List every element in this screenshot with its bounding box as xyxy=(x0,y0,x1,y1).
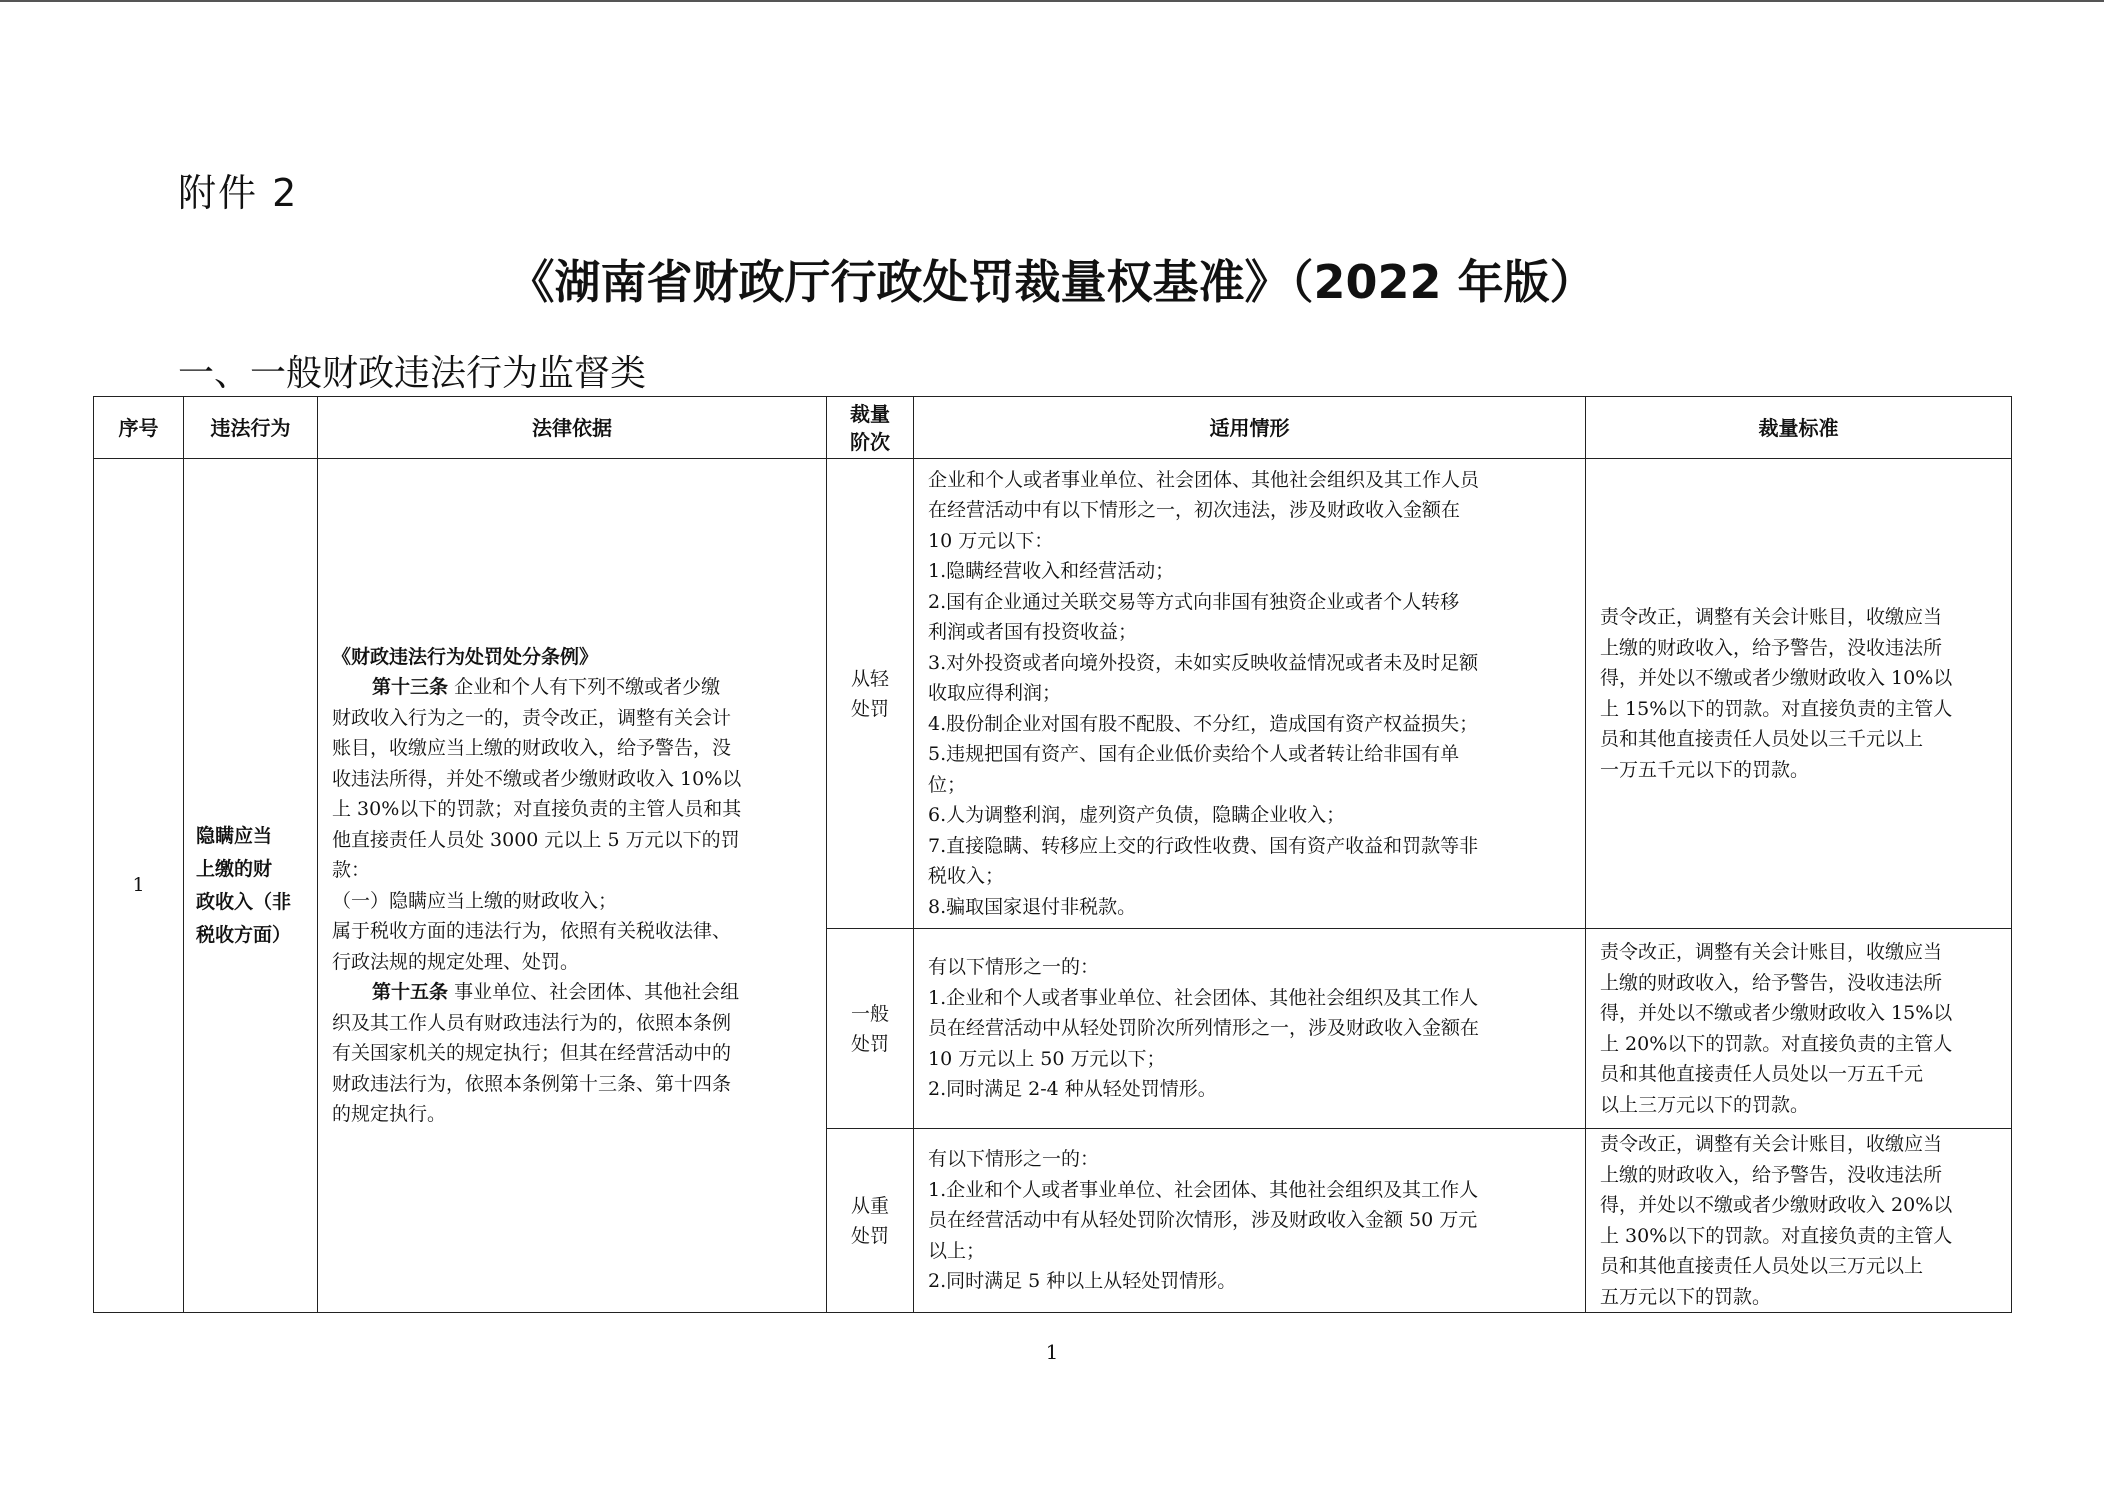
attachment-label: 附件 2 xyxy=(178,171,299,215)
header-basis: 法律依据 xyxy=(318,397,827,459)
basis-source: 《财政违法行为处罚处分条例》 xyxy=(332,645,599,668)
header-level xyxy=(827,397,914,459)
page-number: 1 xyxy=(1045,1340,1059,1364)
page-top-rule xyxy=(0,0,2104,2)
basis-line: （一）隐瞒应当上缴的财政收入； xyxy=(332,889,618,912)
level-lenient: 从轻 处罚 xyxy=(827,459,914,929)
basis-line: 行政法规的规定处理、处罚。 xyxy=(332,950,580,973)
basis-line: 账目，收缴应当上缴的财政收入，给予警告，没 xyxy=(332,737,732,759)
header-act: 违法行为 xyxy=(184,397,318,459)
basis-line: 上 30%以下的罚款；对直接负责的主管人员和其 xyxy=(332,798,742,820)
act-line: 政收入（非 xyxy=(196,890,292,913)
act-line: 税收方面） xyxy=(196,923,292,946)
header-seq: 序号 xyxy=(94,397,184,459)
situation-lenient: 企业和个人或者事业单位、社会团体、其他社会组织及其工作人员 在经营活动中有以下情形之一，初次违法，涉及财政收入金额在 10 万元以下： 1.隐瞒经营收入和经营活动； 2.国有企业通过关联交易等方式向非国有独资企业或者个人转移 利润或者国有投资收益； 3.对外投资或者向境外投资，未如实反映收益情况或者未及时足额 收取应得利润； 4.股份制企业对国有股不配股、不分红，造成国有资产权益损失； 5.违规把国有资产、国有企业低价卖给个人或者转让给非国有单 位； 6.人为调整利润，虚列资产负债，隐瞒企业收入； 7.直接隐瞒、转移应上交的行政性收费、国有资产收益和罚款等非 税收入； 8.骗取国家退付非税款。 xyxy=(914,459,1586,929)
table-header-row xyxy=(94,397,2012,459)
basis-line: 织及其工作人员有财政违法行为的，依照本条例 xyxy=(332,1011,732,1034)
act-line: 上缴的财 xyxy=(196,857,273,880)
penalty-standard-table xyxy=(93,396,2012,1313)
section-heading: 一、一般财政违法行为监督类 xyxy=(178,353,647,394)
table-row xyxy=(94,459,2012,929)
basis-article-15: 第十五条 事业单位、社会团体、其他社会组 xyxy=(372,981,740,1003)
standard-general: 责令改正，调整有关会计账目，收缴应当 上缴的财政收入，给予警告，没收违法所 得，并处以不缴或者少缴财政收入 15%以 上 20%以下的罚款。对直接负责的主管人 员和其他直接责任人员处以一万五千元 以上三万元以下的罚款。 xyxy=(1586,929,2012,1129)
header-level-line1: 裁量 xyxy=(850,401,890,426)
legal-basis-cell xyxy=(318,459,827,1313)
basis-line: 有关国家机关的规定执行；但其在经营活动中的 xyxy=(332,1042,732,1064)
basis-article-13: 第十三条 企业和个人有下列不缴或者少缴 xyxy=(372,676,721,698)
basis-line: 属于税收方面的违法行为，依照有关税收法律、 xyxy=(332,920,732,942)
row-seq: 1 xyxy=(94,459,184,1313)
situation-general: 有以下情形之一的： 1.企业和个人或者事业单位、社会团体、其他社会组织及其工作人 员在经营活动中从轻处罚阶次所列情形之一，涉及财政收入金额在 10 万元以上 50 万元以下； 2.同时满足 2-4 种从轻处罚情形。 xyxy=(914,929,1586,1129)
header-standard: 裁量标准 xyxy=(1586,397,2012,459)
situation-severe: 有以下情形之一的： 1.企业和个人或者事业单位、社会团体、其他社会组织及其工作人 员在经营活动中有从轻处罚阶次情形，涉及财政收入金额 50 万元 以上； 2.同时满足 5 种以上从轻处罚情形。 xyxy=(914,1129,1586,1313)
standard-lenient: 责令改正，调整有关会计账目，收缴应当 上缴的财政收入，给予警告，没收违法所 得，并处以不缴或者少缴财政收入 10%以 上 15%以下的罚款。对直接负责的主管人 员和其他直接责任人员处以三千元以上 一万五千元以下的罚款。 xyxy=(1586,459,2012,929)
basis-line: 款： xyxy=(332,859,371,881)
basis-line: 的规定执行。 xyxy=(332,1103,447,1125)
act-line: 隐瞒应当 xyxy=(196,824,273,847)
basis-line: 财政收入行为之一的，责令改正，调整有关会计 xyxy=(332,706,732,729)
basis-line: 他直接责任人员处 3000 元以上 5 万元以下的罚 xyxy=(332,828,740,851)
level-general: 一般 处罚 xyxy=(827,929,914,1129)
level-severe: 从重 处罚 xyxy=(827,1129,914,1313)
basis-line: 财政违法行为，依照本条例第十三条、第十四条 xyxy=(332,1072,732,1095)
standard-severe: 责令改正，调整有关会计账目，收缴应当 上缴的财政收入，给予警告，没收违法所 得，并处以不缴或者少缴财政收入 20%以 上 30%以下的罚款。对直接负责的主管人 员和其他直接责任人员处以三万元以上 五万元以下的罚款。 xyxy=(1586,1129,2012,1313)
basis-line: 收违法所得，并处不缴或者少缴财政收入 10%以 xyxy=(332,767,742,790)
document-title: 《湖南省财政厅行政处罚裁量权基准》（2022 年版） xyxy=(508,255,1596,309)
violation-act-cell xyxy=(184,459,318,1313)
header-level-line2: 阶次 xyxy=(850,429,890,454)
header-situation: 适用情形 xyxy=(914,397,1586,459)
